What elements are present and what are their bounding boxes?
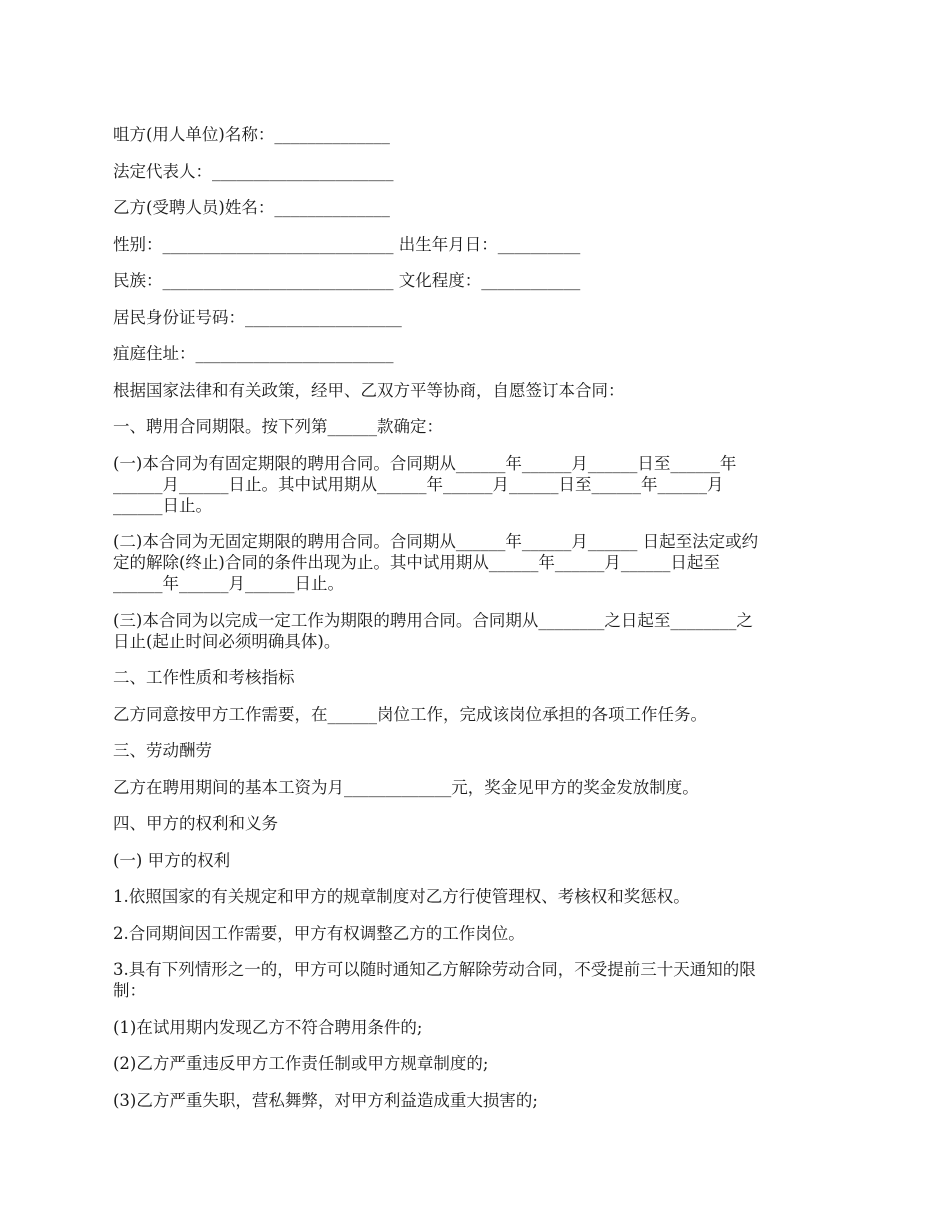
condition-item-3: (3)乙方严重失职，营私舞弊，对甲方利益造成重大损害的; <box>113 1090 538 1110</box>
section-1-heading: 一、聘用合同期限。按下列第______款确定： <box>113 417 443 436</box>
contract-body <box>113 124 843 1126</box>
clause-1-3-paragraph: (三)本合同为以完成一定工作为期限的聘用合同。合同期从________之日起至________之 日止(起止时间必须明确具体)。 <box>113 610 753 651</box>
section-4-1-heading: (一) 甲方的权利 <box>113 850 231 870</box>
section-3-paragraph: 乙方在聘用期间的基本工资为月_____________元，奖金见甲方的奖金发放制度。 <box>113 777 699 797</box>
party-a-name-line: 咀方(用人单位)名称：______________ <box>113 125 390 144</box>
right-item-1: 1.依照国家的有关规定和甲方的规章制度对乙方行使管理权、考核权和奖惩权。 <box>113 887 690 906</box>
right-item-2: 2.合同期间因工作需要，甲方有权调整乙方的工作岗位。 <box>113 923 525 943</box>
right-item-3: 3.具有下列情形之一的，甲方可以随时通知乙方解除劳动合同，不受提前三十天通知的限 制： <box>113 960 756 1000</box>
section-3-heading: 三、劳动酬劳 <box>113 741 212 760</box>
condition-item-2: (2)乙方严重违反甲方工作责任制或甲方规章制度的; <box>113 1054 489 1073</box>
section-2-heading: 二、工作性质和考核指标 <box>113 668 295 687</box>
section-4-heading: 四、甲方的权利和义务 <box>113 814 278 833</box>
section-2-paragraph: 乙方同意按甲方工作需要，在______岗位工作，完成该岗位承担的各项工作任务。 <box>113 704 707 724</box>
legal-representative-line: 法定代表人：______________________ <box>113 161 394 181</box>
condition-item-1: (1)在试用期内发现乙方不符合聘用条件的; <box>113 1017 423 1037</box>
preamble-paragraph: 根据国家法律和有关政策，经甲、乙双方平等协商，自愿签订本合同： <box>113 380 625 400</box>
ethnicity-education-line: 民族：____________________________ 文化程度：____________ <box>113 271 581 290</box>
id-number-line: 居民身份证号码：___________________ <box>113 307 402 327</box>
clause-1-1-paragraph: (一)本合同为有固定期限的聘用合同。合同期从______年______月______日至______年 ______月______日止。其中试用期从______年______月______日至______年______月 ______日止。 <box>113 453 737 515</box>
home-address-line: 疽庭住址：________________________ <box>113 344 394 363</box>
clause-1-2-paragraph: (二)本合同为无固定期限的聘用合同。合同期从______年______月______ 日起至法定或约 定的解除(终止)合同的条件出现为止。其中试用期从______年______月______日起至 ______年______月______日止。 <box>113 532 759 593</box>
party-b-name-line: 乙方(受聘人员)姓名：______________ <box>113 198 390 217</box>
gender-birthdate-line: 性别：____________________________ 出生年月日：__________ <box>113 234 581 254</box>
